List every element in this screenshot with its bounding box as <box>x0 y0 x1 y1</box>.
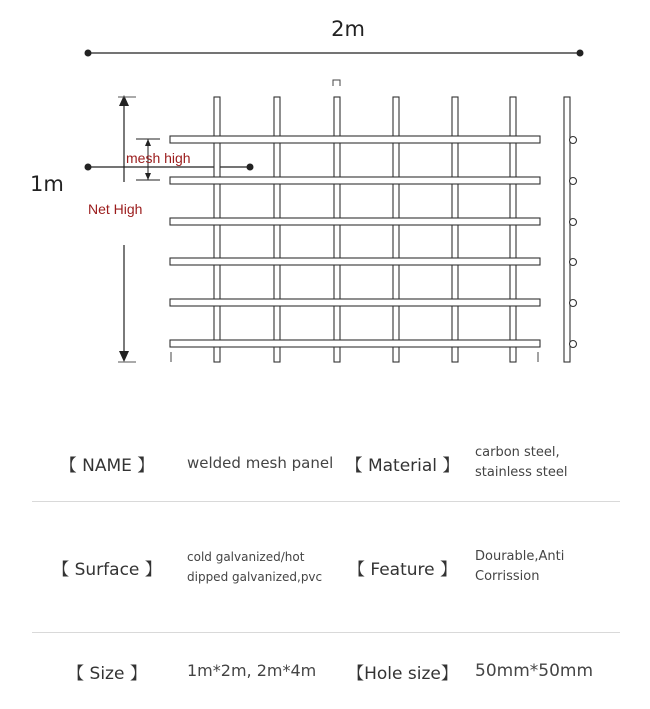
spec-row <box>32 633 620 709</box>
mesh-high-label: mesh high <box>126 150 191 166</box>
net-high-label: Net High <box>88 201 143 217</box>
spec-key-hole-size: 【Hole size】 <box>347 663 458 684</box>
bracket-mark <box>333 80 340 86</box>
spec-key-material: 【 Material 】 <box>345 455 460 476</box>
net-high-dimension <box>118 95 136 362</box>
spec-key-feature: 【 Feature 】 <box>347 559 458 580</box>
side-profile <box>564 97 577 362</box>
width-dimension <box>85 17 584 57</box>
spec-value-feature: Dourable,Anti Corrission <box>475 549 565 584</box>
spec-row <box>32 425 620 502</box>
bottom-ticks <box>171 352 538 362</box>
spec-value-surface: cold galvanized/hot dipped galvanized,pvc <box>187 550 323 584</box>
spec-value-name: welded mesh panel <box>187 454 334 472</box>
spec-row <box>32 502 620 633</box>
width-label: 2m <box>331 17 365 41</box>
spec-key-size: 【 Size 】 <box>67 663 147 684</box>
horizontal-wires <box>170 136 540 347</box>
spec-value-hole-size: 50mm*50mm <box>475 661 594 681</box>
spec-key-name: 【 NAME 】 <box>59 455 155 476</box>
spec-key-surface: 【 Surface 】 <box>52 559 162 580</box>
height-label: 1m <box>30 172 64 196</box>
spec-value-size: 1m*2m, 2m*4m <box>187 661 317 680</box>
spec-table <box>32 425 620 709</box>
spec-value-material: carbon steel, stainless steel <box>475 445 568 480</box>
